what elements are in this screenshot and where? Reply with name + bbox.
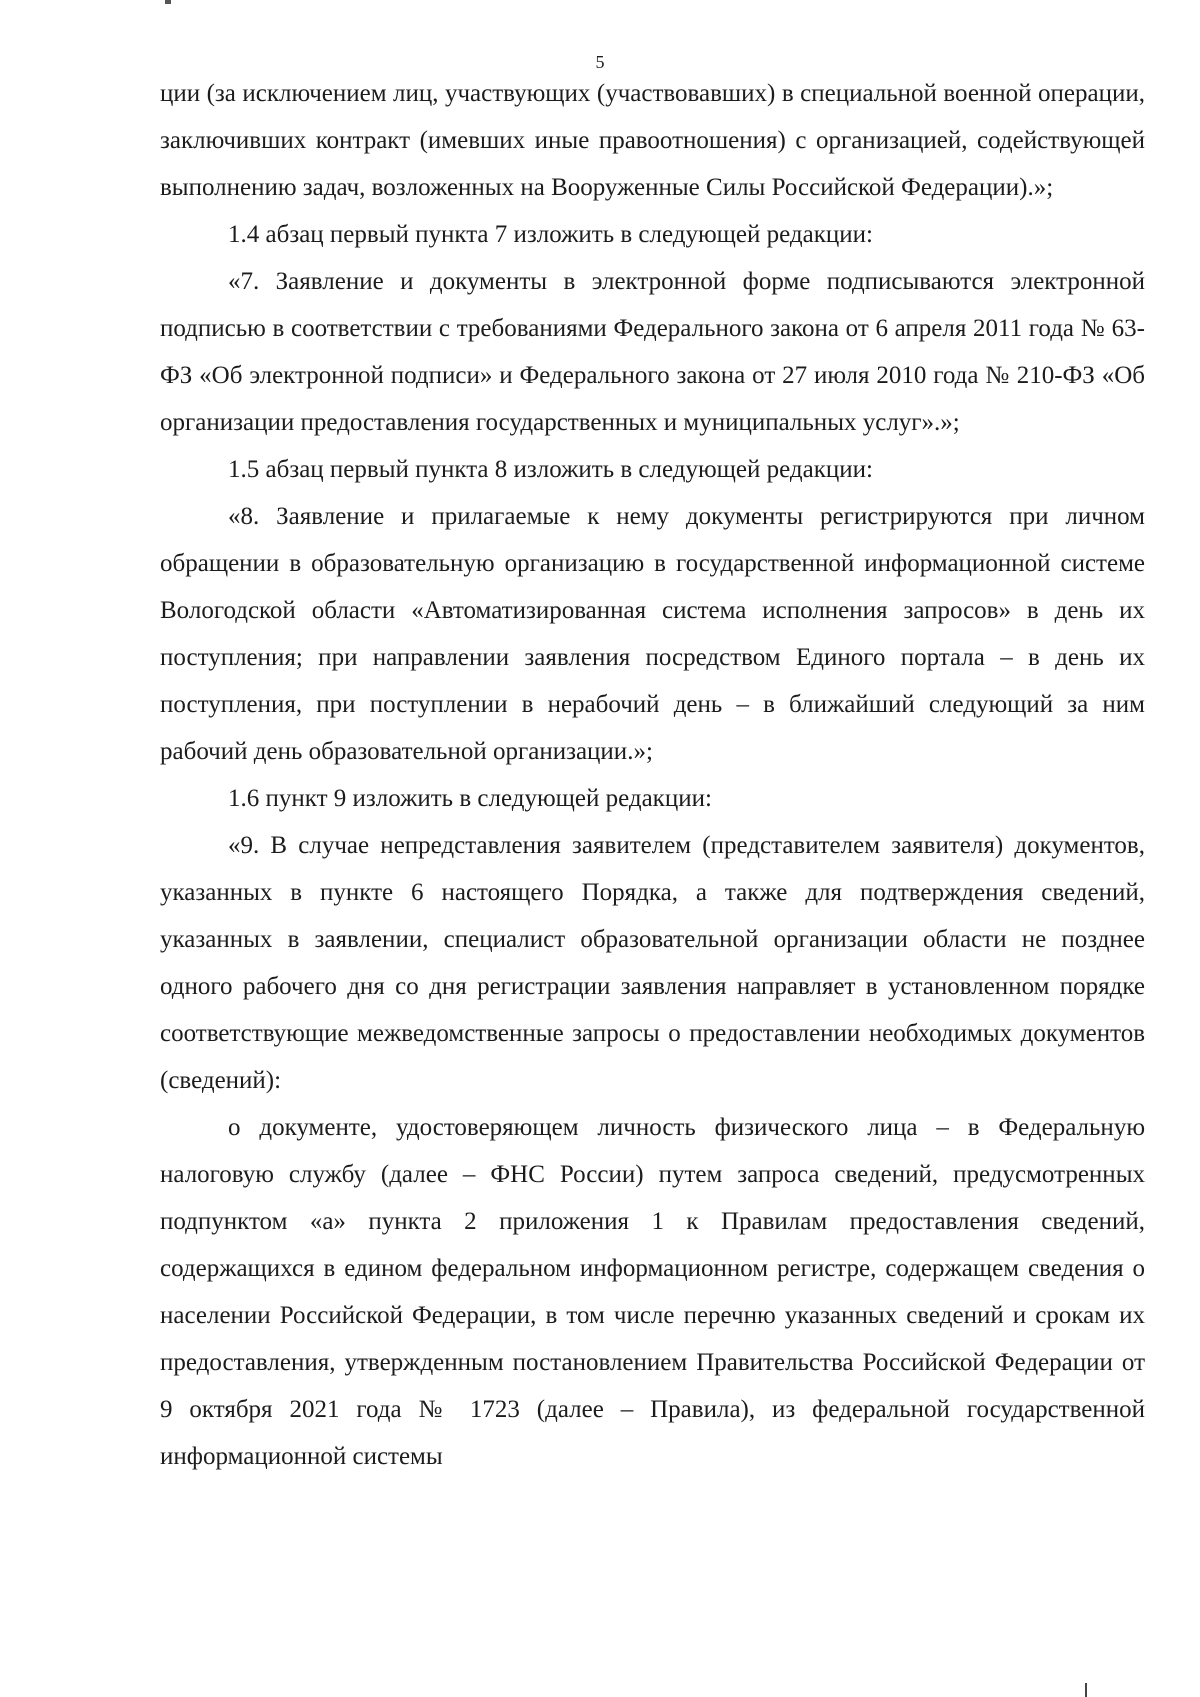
document-body: [160, 70, 1145, 1480]
paragraph-item-1-5: 1.5 абзац первый пункта 8 изложить в следующей редакции:: [228, 456, 873, 483]
paragraph-continuation: ции (за исключением лиц, участвующих (участвовавших) в специальной военной операции, заключивших контракт (имевших иные правоотношения) с организацией, содействующей выполнению задач, возложенных на Вооруженные Силы Российской Федерации).»;: [160, 80, 1145, 201]
paragraph-identity-document: о документе, удостоверяющем личность физического лица – в Федеральную налоговую службу (далее – ФНС России) путем запроса сведений, предусмотренных подпунктом «а» пункта 2 приложения 1 к Правилам предоставления сведений, содержащихся в едином федеральном информационном регистре, содержащем сведения о населении Российской Федерации, в том числе перечню указанных сведений и срокам их предоставления, утвержденным постановлением Правительства Российской Федерации от 9 октября 2021 года № 1723 (далее – Правила), из федеральной государственной информационной системы: [160, 1114, 1145, 1470]
paragraph-item-1-4: 1.4 абзац первый пункта 7 изложить в следующей редакции:: [228, 221, 873, 248]
paragraph-item-1-6: 1.6 пункт 9 изложить в следующей редакции:: [228, 785, 712, 812]
scan-artifact-bottom: [1085, 1683, 1087, 1697]
scan-artifact-top: [165, 0, 171, 4]
paragraph-point-7: «7. Заявление и документы в электронной форме подписываются электронной подписью в соответствии с требованиями Федерального закона от 6 апреля 2011 года № 63-ФЗ «Об электронной подписи» и Федерального закона от 27 июля 2010 года № 210-ФЗ «Об организации предоставления государственных и муниципальных услуг».»;: [160, 268, 1145, 436]
paragraph-point-9: «9. В случае непредставления заявителем (представителем заявителя) документов, указанных в пункте 6 настоящего Порядка, а также для подтверждения сведений, указанных в заявлении, специалист образовательной организации области не позднее одного рабочего дня со дня регистрации заявления направляет в установленном порядке соответствующие межведомственные запросы о предоставлении необходимых документов (сведений):: [160, 832, 1145, 1094]
page-number: 5: [595, 52, 605, 72]
paragraph-point-8: «8. Заявление и прилагаемые к нему документы регистрируются при личном обращении в образовательную организацию в государственной информационной системе Вологодской области «Автоматизированная система исполнения запросов» в день их поступления; при направлении заявления посредством Единого портала – в день их поступления, при поступлении в нерабочий день – в ближайший следующий за ним рабочий день образовательной организации.»;: [160, 503, 1145, 765]
